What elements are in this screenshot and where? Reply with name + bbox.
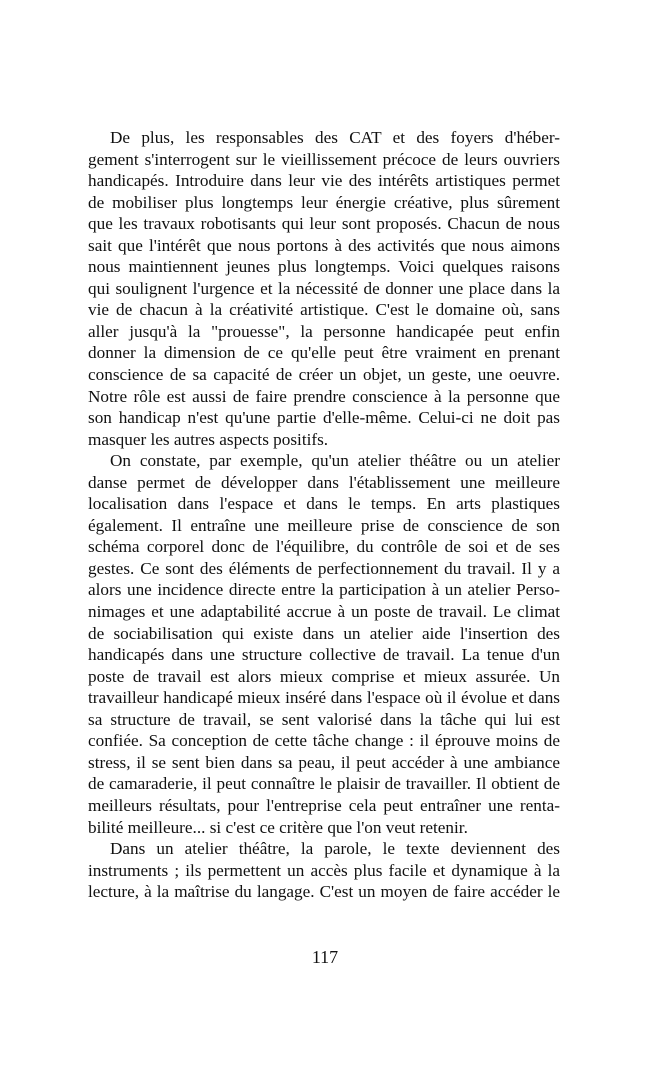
text-line: localisation dans l'espace et dans le temps. En arts plastiques (88, 494, 560, 514)
text-line: aller jusqu'à la "prouesse", la personne handicapée peut enfin (88, 321, 560, 341)
text-line: alors une incidence directe entre la participation à un atelier Perso- (88, 580, 560, 600)
text-line: son handicap n'est qu'une partie d'elle-même. Celui-ci ne doit pas (88, 408, 560, 428)
text-line: que les travaux robotisants qui leur sont proposés. Chacun de nous (88, 214, 560, 234)
text-line: conscience de sa capacité de créer un objet, un geste, une oeuvre. (88, 365, 560, 385)
page-number: 117 (311, 947, 339, 967)
text-line: On constate, par exemple, qu'un atelier théâtre ou un atelier (110, 451, 560, 471)
text-line: meilleurs résultats, pour l'entreprise cela peut entraîner une renta- (88, 795, 560, 815)
body-text (88, 127, 560, 903)
text-line: stress, il se sent bien dans sa peau, il peut accéder à une ambiance (88, 752, 560, 772)
text-line: poste de travail est alors mieux comprise et mieux assurée. Un (88, 666, 560, 686)
text-line: gestes. Ce sont des éléments de perfectionnement du travail. Il y a (88, 558, 560, 578)
text-line: sait que l'intérêt que nous portons à des activités que nous aimons (88, 235, 560, 255)
text-line: danse permet de développer dans l'établissement une meilleure (88, 472, 560, 492)
text-line: donner la dimension de ce qu'elle peut être vraiment en prenant (88, 343, 560, 363)
text-line: également. Il entraîne une meilleure prise de conscience de son (88, 515, 560, 535)
text-line: de mobiliser plus longtemps leur énergie créative, plus sûrement (88, 192, 560, 212)
text-line: sa structure de travail, se sent valorisé dans la tâche qui lui est (88, 709, 560, 729)
text-line: de camaraderie, il peut connaître le plaisir de travailler. Il obtient de (88, 774, 560, 794)
text-line: qui soulignent l'urgence et la nécessité de donner une place dans la (88, 278, 560, 298)
text-line: nimages et une adaptabilité accrue à un poste de travail. Le climat (88, 602, 560, 622)
text-line: Notre rôle est aussi de faire prendre conscience à la personne que (88, 386, 560, 406)
text-line: bilité meilleure... si c'est ce critère que l'on veut retenir. (88, 817, 468, 837)
text-line: handicapés. Introduire dans leur vie des intérêts artistiques permet (88, 171, 560, 191)
text-line: schéma corporel donc de l'équilibre, du contrôle de soi et de ses (88, 537, 560, 557)
text-line: travailleur handicapé mieux inséré dans l'espace où il évolue et dans (88, 688, 560, 708)
text-line: masquer les autres aspects positifs. (88, 429, 329, 449)
text-line: instruments ; ils permettent un accès plus facile et dynamique à la (88, 860, 560, 880)
text-line: vie de chacun à la créativité artistique. C'est le domaine où, sans (88, 300, 560, 320)
text-line: Dans un atelier théâtre, la parole, le texte deviennent des (110, 839, 560, 859)
text-line: gement s'interrogent sur le vieillissement précoce de leurs ouvriers (88, 149, 560, 169)
text-line: lecture, à la maîtrise du langage. C'est un moyen de faire accéder le (88, 882, 560, 902)
text-line: confiée. Sa conception de cette tâche change : il éprouve moins de (88, 731, 560, 751)
text-line: de sociabilisation qui existe dans un atelier aide l'insertion des (88, 623, 560, 643)
text-line: De plus, les responsables des CAT et des foyers d'héber- (110, 128, 560, 147)
text-line: nous maintiennent jeunes plus longtemps. Voici quelques raisons (88, 257, 560, 277)
text-line: handicapés dans une structure collective de travail. La tenue d'un (88, 645, 560, 665)
